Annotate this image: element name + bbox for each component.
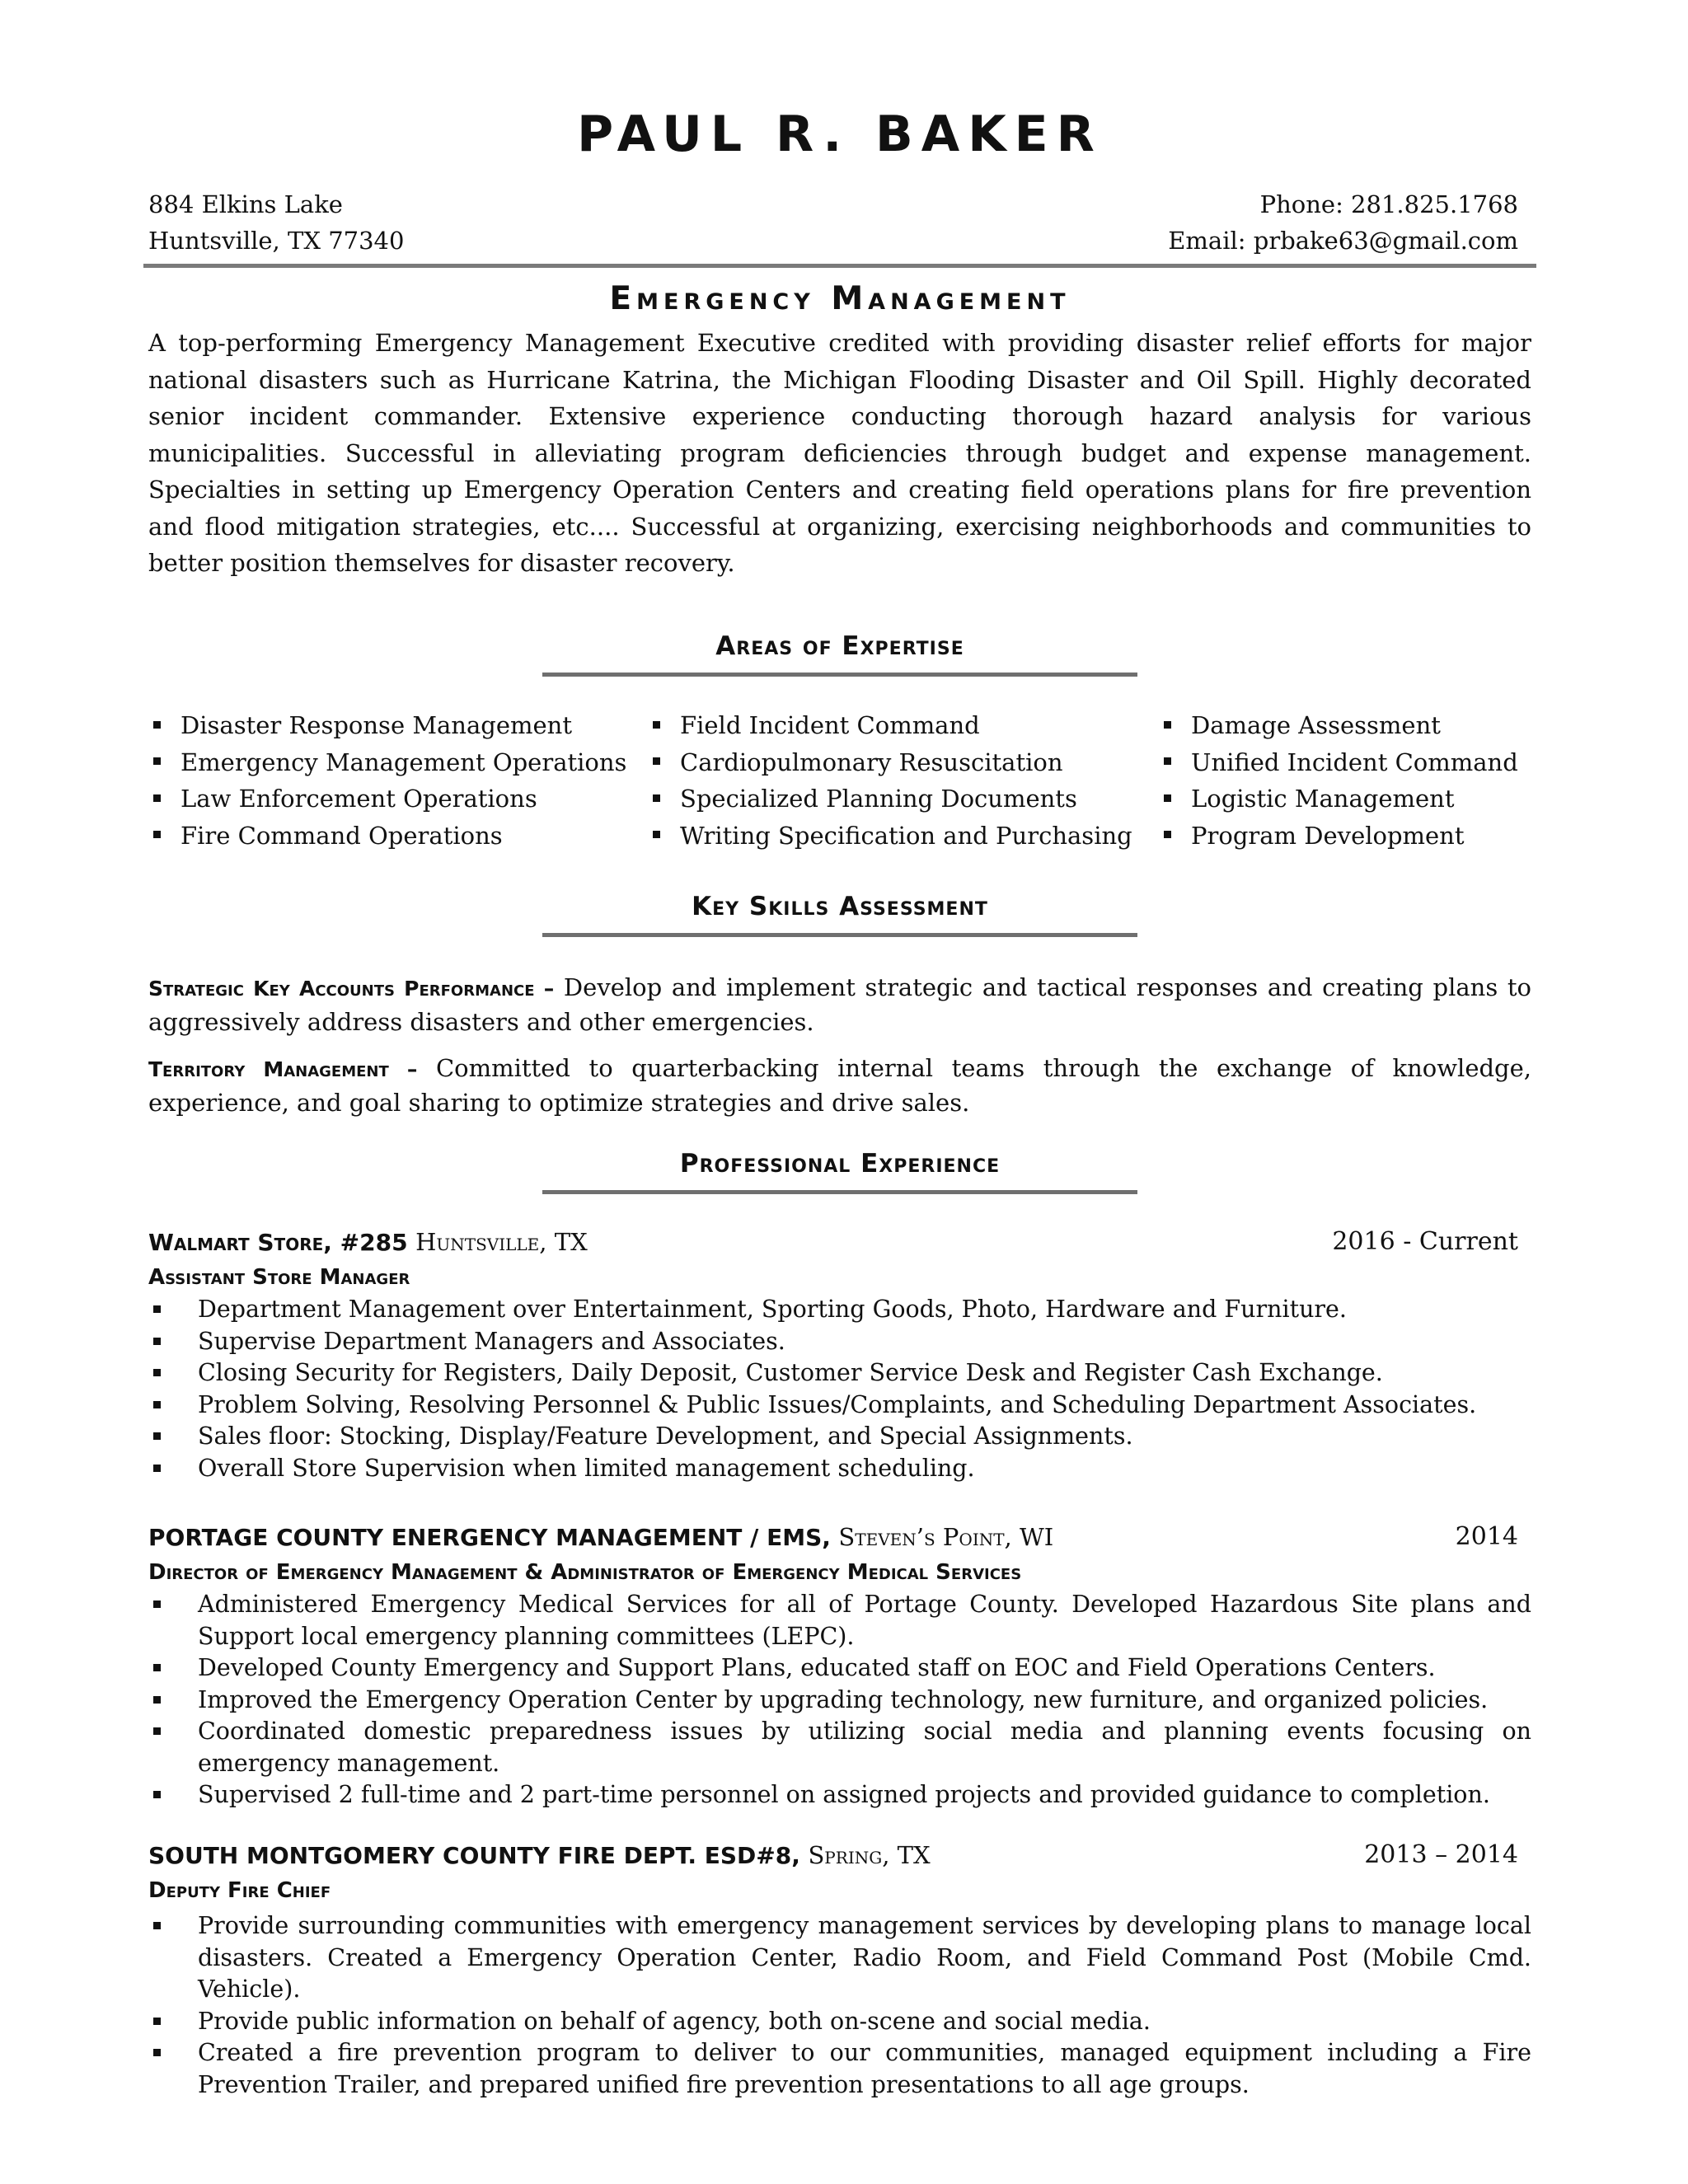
job-title: Director of Emergency Management & Administrator of Emergency Medical Services <box>148 1560 1022 1585</box>
list-item: Law Enforcement Operations <box>153 780 626 818</box>
job-dates: 2016 - Current <box>1332 1227 1518 1256</box>
job-bullets <box>148 1910 1531 2101</box>
address <box>148 186 404 259</box>
list-item: Emergency Management Operations <box>153 744 626 781</box>
skill-item <box>148 971 1531 1038</box>
skill-text: Develop and implement strategic and tactical responses and creating plans to aggressively address disasters and other emergencies. <box>148 973 1532 1036</box>
list-item: Fire Command Operations <box>153 818 626 855</box>
bullet-icon <box>653 794 660 802</box>
list-item: Coordinated domestic preparedness issues by utilizing social media and planning events focusing on emergency management. <box>148 1716 1531 1779</box>
list-item: Sales floor: Stocking, Display/Feature Development, and Special Assignments. <box>148 1421 1531 1453</box>
list-item: Field Incident Command <box>653 707 1132 744</box>
list-item: Program Development <box>1164 818 1518 855</box>
job-title: Deputy Fire Chief <box>148 1878 331 1903</box>
list-item: Created a fire prevention program to deliver to our communities, managed equipment including a Fire Prevention Trailer, and prepared unified fire prevention presentations to all age groups. <box>148 2037 1531 2101</box>
bullet-icon <box>653 721 660 729</box>
bullet-icon <box>153 794 161 802</box>
job-header <box>148 1840 1531 1872</box>
bullet-icon <box>153 831 161 838</box>
list-item: Writing Specification and Purchasing <box>653 818 1132 855</box>
skill-label: Territory Management – <box>148 1057 418 1081</box>
job-bullets <box>148 1294 1531 1484</box>
company-name: Walmart Store, #285 <box>148 1229 408 1256</box>
expertise-heading: Areas of Expertise <box>715 631 964 661</box>
list-item: Developed County Emergency and Support Plans, educated staff on EOC and Field Operations Centers. <box>148 1652 1531 1685</box>
bullet-icon <box>1164 757 1171 765</box>
list-item: Specialized Planning Documents <box>653 780 1132 818</box>
list-item: Department Management over Entertainment, Sporting Goods, Photo, Hardware and Furniture. <box>148 1294 1531 1326</box>
list-item: Problem Solving, Resolving Personnel & Public Issues/Complaints, and Scheduling Department Associates. <box>148 1390 1531 1422</box>
job-dates: 2013 – 2014 <box>1364 1840 1518 1869</box>
bullet-icon <box>653 757 660 765</box>
list-item: Damage Assessment <box>1164 707 1518 744</box>
address-line-1: 884 Elkins Lake <box>148 190 343 218</box>
summary-heading: Emergency Management <box>609 280 1071 317</box>
job-location: Spring, TX <box>808 1841 931 1869</box>
experience-heading: Professional Experience <box>679 1149 1001 1179</box>
list-item: Overall Store Supervision when limited management scheduling. <box>148 1453 1531 1485</box>
experience-divider <box>542 1190 1137 1194</box>
job-location: Steven’s Point, WI <box>838 1523 1054 1551</box>
list-item: Provide surrounding communities with emergency management services by developing plans to manage local disasters. Created a Emergency Operation Center, Radio Room, and Field Command Post (Mobile Cmd. Vehicle). <box>148 1910 1531 2006</box>
list-item: Logistic Management <box>1164 780 1518 818</box>
skill-label: Strategic Key Accounts Performance – <box>148 977 555 1001</box>
bullet-icon <box>153 721 161 729</box>
job-title: Assistant Store Manager <box>148 1265 410 1290</box>
expertise-divider <box>542 673 1137 677</box>
list-item: Supervised 2 full-time and 2 part-time personnel on assigned projects and provided guidance to completion. <box>148 1779 1531 1811</box>
job-header <box>148 1521 1531 1554</box>
contact-details <box>1168 186 1518 259</box>
job-location: Huntsville, TX <box>415 1228 588 1256</box>
bullet-icon <box>653 831 660 838</box>
skill-item <box>148 1052 1531 1119</box>
company-name: SOUTH MONTGOMERY COUNTY FIRE DEPT. ESD#8, <box>148 1842 800 1869</box>
list-item: Improved the Emergency Operation Center by upgrading technology, new furniture, and organized policies. <box>148 1685 1531 1717</box>
company-name: PORTAGE COUNTY ENERGENCY MANAGEMENT / EMS, <box>148 1524 831 1551</box>
list-item: Supervise Department Managers and Associates. <box>148 1326 1531 1358</box>
address-line-2: Huntsville, TX 77340 <box>148 227 405 255</box>
email: Email: prbake63@gmail.com <box>1168 227 1518 255</box>
expertise-column-3 <box>1164 707 1518 854</box>
job-bullets <box>148 1589 1531 1811</box>
bullet-icon <box>1164 794 1171 802</box>
header-divider <box>143 264 1536 268</box>
job-header <box>148 1226 1531 1258</box>
expertise-column-1 <box>153 707 626 854</box>
skills-heading: Key Skills Assessment <box>692 892 988 921</box>
bullet-icon <box>153 757 161 765</box>
skills-divider <box>542 933 1137 937</box>
bullet-icon <box>1164 831 1171 838</box>
expertise-column-2 <box>653 707 1132 854</box>
list-item: Provide public information on behalf of agency, both on-scene and social media. <box>148 2006 1531 2038</box>
phone: Phone: 281.825.1768 <box>1259 190 1518 218</box>
list-item: Disaster Response Management <box>153 707 626 744</box>
list-item: Administered Emergency Medical Services for all of Portage County. Developed Hazardous Site plans and Support local emergency planning committees (LEPC). <box>148 1589 1531 1652</box>
list-item: Closing Security for Registers, Daily Deposit, Customer Service Desk and Register Cash Exchange. <box>148 1357 1531 1390</box>
job-dates: 2014 <box>1455 1522 1518 1551</box>
candidate-name: PAUL R. BAKER <box>577 105 1103 163</box>
list-item: Cardiopulmonary Resuscitation <box>653 744 1132 781</box>
list-item: Unified Incident Command <box>1164 744 1518 781</box>
bullet-icon <box>1164 721 1171 729</box>
summary-paragraph: A top-performing Emergency Management Executive credited with providing disaster relief efforts for major national disasters such as Hurricane Katrina, the Michigan Flooding Disaster and Oil Spill. Highly decorated senior incident commander. Extensive experience conducting thorough hazard analysis for various municipalities. Successful in alleviating program deficiencies through budget and expense management. Specialties in setting up Emergency Operation Centers and creating field operations plans for fire prevention and flood mitigation strategies, etc.... Successful at organizing, exercising neighborhoods and communities to better position themselves for disaster recovery. <box>148 329 1531 577</box>
skill-text: Committed to quarterbacking internal teams through the exchange of knowledge, experience, and goal sharing to optimize strategies and drive sales. <box>148 1054 1532 1117</box>
